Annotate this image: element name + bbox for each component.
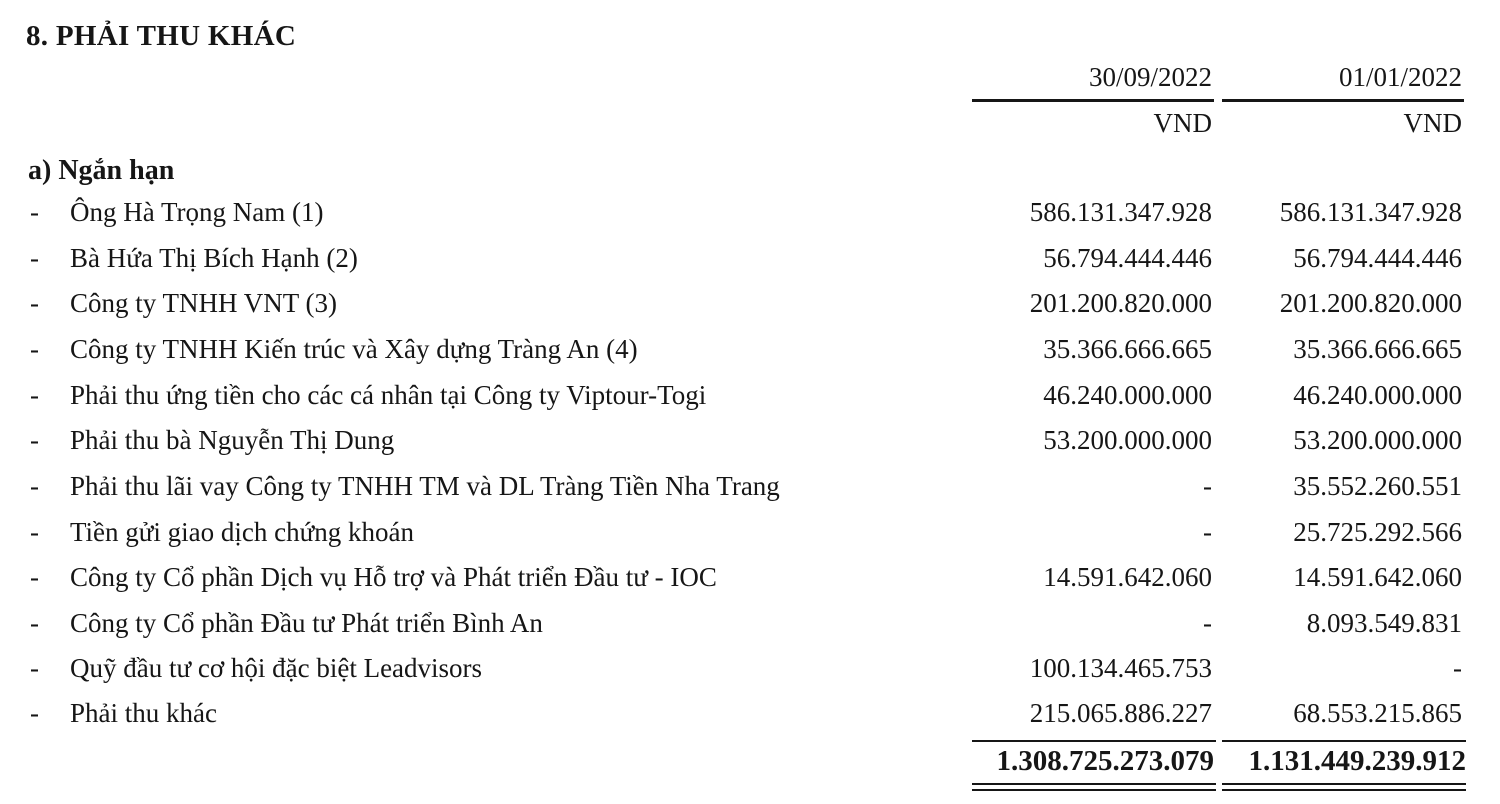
row-label: Công ty TNHH VNT (3): [70, 288, 338, 318]
column-date-current: 30/09/2022: [1088, 62, 1212, 92]
row-label: Công ty Cổ phần Đầu tư Phát triển Bình An: [70, 608, 543, 638]
row-value-prior: 46.240.000.000: [1293, 380, 1462, 410]
row-label: Bà Hứa Thị Bích Hạnh (2): [70, 243, 358, 273]
table-row: [0, 288, 1500, 334]
row-value-current: -: [1203, 608, 1212, 638]
row-value-current: 100.134.465.753: [1029, 653, 1212, 683]
column-unit-prior: VND: [1403, 108, 1462, 138]
column-unit-current: VND: [1153, 108, 1212, 138]
row-value-prior: 8.093.549.831: [1306, 608, 1462, 638]
total-double-rule-1-prior: [1222, 783, 1466, 785]
row-dash: -: [30, 471, 39, 501]
row-value-current: -: [1203, 517, 1212, 547]
row-value-prior: 14.591.642.060: [1293, 562, 1462, 592]
total-rule-top-prior: [1222, 740, 1466, 742]
total-double-rule-2-current: [972, 789, 1216, 791]
row-dash: -: [30, 562, 39, 592]
table-row: [0, 608, 1500, 654]
table-row: [0, 562, 1500, 608]
row-label: Ông Hà Trọng Nam (1): [70, 197, 324, 227]
row-value-current: 201.200.820.000: [1029, 288, 1212, 318]
row-value-current: 586.131.347.928: [1029, 197, 1212, 227]
total-rule-top-current: [972, 740, 1216, 742]
table-row: [0, 380, 1500, 426]
row-label: Công ty Cổ phần Dịch vụ Hỗ trợ và Phát triển Đầu tư - IOC: [70, 562, 717, 592]
table-row: [0, 471, 1500, 517]
row-dash: -: [30, 243, 39, 273]
row-label: Công ty TNHH Kiến trúc và Xây dựng Tràng An (4): [70, 334, 638, 364]
header-rule-prior: [1222, 99, 1464, 102]
row-value-prior: 35.552.260.551: [1293, 471, 1462, 501]
table-row: [0, 334, 1500, 380]
row-label: Tiền gửi giao dịch chứng khoán: [70, 517, 414, 547]
row-value-prior: 586.131.347.928: [1279, 197, 1462, 227]
row-value-prior: 56.794.444.446: [1293, 243, 1462, 273]
total-value-prior: 1.131.449.239.912: [1248, 745, 1466, 777]
row-label: Phải thu bà Nguyễn Thị Dung: [70, 425, 395, 455]
row-value-current: 46.240.000.000: [1043, 380, 1212, 410]
header-rule-current: [972, 99, 1214, 102]
table-row: [0, 197, 1500, 243]
row-value-prior: 53.200.000.000: [1293, 425, 1462, 455]
column-date-prior: 01/01/2022: [1338, 62, 1462, 92]
row-dash: -: [30, 698, 39, 728]
row-dash: -: [30, 425, 39, 455]
total-double-rule-2-prior: [1222, 789, 1466, 791]
row-label: Phải thu ứng tiền cho các cá nhân tại Công ty Viptour-Togi: [70, 380, 707, 410]
total-double-rule-1-current: [972, 783, 1216, 785]
row-value-prior: 201.200.820.000: [1279, 288, 1462, 318]
row-value-prior: 25.725.292.566: [1293, 517, 1462, 547]
subsection-title: a) Ngắn hạn: [28, 155, 175, 186]
table-row: [0, 243, 1500, 289]
row-dash: -: [30, 653, 39, 683]
row-dash: -: [30, 380, 39, 410]
table-row: [0, 425, 1500, 471]
row-dash: -: [30, 517, 39, 547]
row-label: Phải thu lãi vay Công ty TNHH TM và DL Tràng Tiền Nha Trang: [70, 471, 780, 501]
row-value-current: -: [1203, 471, 1212, 501]
table-row: [0, 698, 1500, 744]
row-value-prior: -: [1453, 653, 1462, 683]
section-title: 8. PHẢI THU KHÁC: [26, 20, 297, 52]
row-value-current: 56.794.444.446: [1043, 243, 1212, 273]
row-value-current: 215.065.886.227: [1029, 698, 1212, 728]
table-row: [0, 517, 1500, 563]
row-label: Phải thu khác: [70, 698, 217, 728]
row-value-current: 35.366.666.665: [1043, 334, 1212, 364]
row-label: Quỹ đầu tư cơ hội đặc biệt Leadvisors: [70, 653, 483, 683]
row-dash: -: [30, 608, 39, 638]
row-dash: -: [30, 288, 39, 318]
row-dash: -: [30, 197, 39, 227]
row-value-current: 53.200.000.000: [1043, 425, 1212, 455]
table-row: [0, 653, 1500, 699]
row-value-prior: 68.553.215.865: [1293, 698, 1462, 728]
row-value-prior: 35.366.666.665: [1293, 334, 1462, 364]
row-dash: -: [30, 334, 39, 364]
total-value-current: 1.308.725.273.079: [996, 745, 1214, 777]
row-value-current: 14.591.642.060: [1043, 562, 1212, 592]
